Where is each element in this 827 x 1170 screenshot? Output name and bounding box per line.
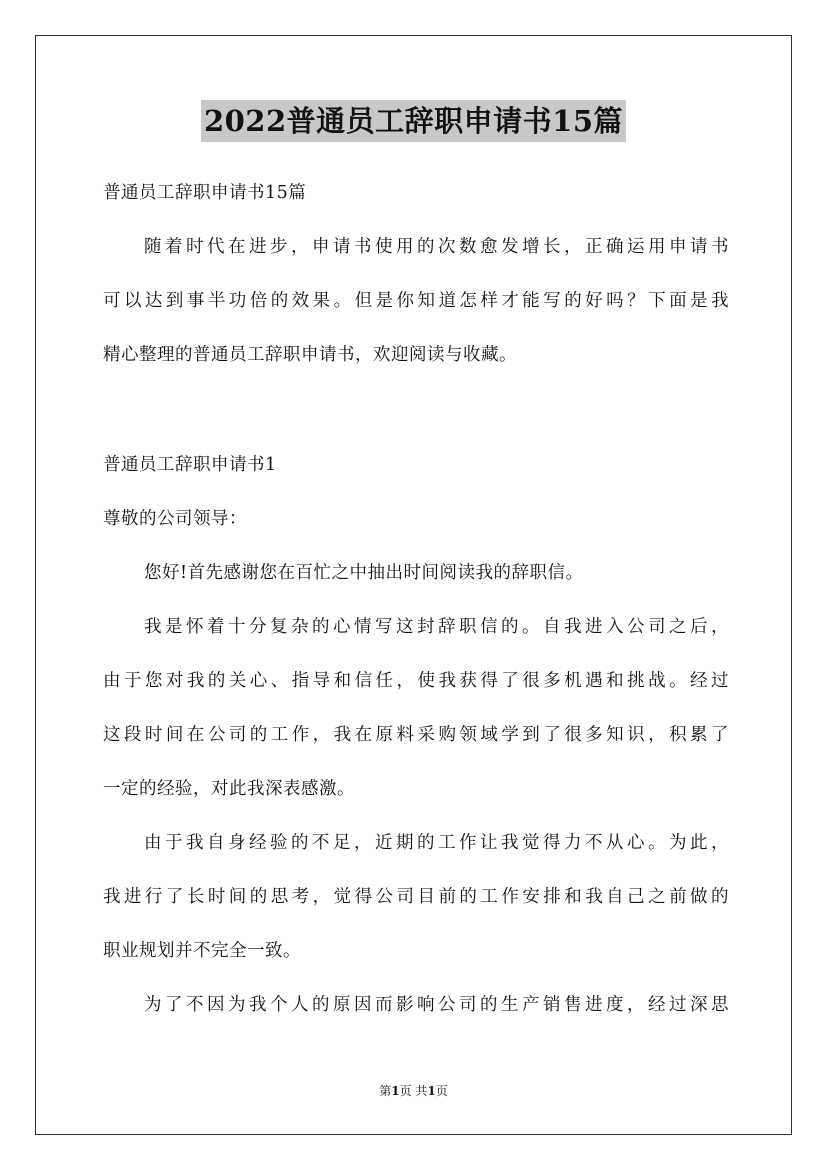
total-pages-number: 1 [427, 1084, 436, 1098]
paragraph-line: 您好!首先感谢您在百忙之中抽出时间阅读我的辞职信。 [144, 563, 584, 583]
intro-line: 可以达到事半功倍的效果。但是你知道怎样才能写的好吗？下面是我 [103, 291, 729, 311]
section-heading: 普通员工辞职申请书1 [103, 455, 277, 475]
intro-line: 精心整理的普通员工辞职申请书，欢迎阅读与收藏。 [103, 345, 517, 365]
page-prefix: 第 [379, 1084, 392, 1098]
paragraph-line: 职业规划并不完全一致。 [103, 941, 301, 961]
page-suffix: 页 [435, 1084, 448, 1098]
salutation: 尊敬的公司领导： [103, 509, 247, 529]
paragraph-line: 由于您对我的关心、指导和信任，使我获得了很多机遇和挑战。经过 [103, 671, 729, 691]
intro-line: 随着时代在进步，申请书使用的次数愈发增长，正确运用申请书 [144, 237, 729, 257]
paragraph-line: 我是怀着十分复杂的心情写这封辞职信的。自我进入公司之后， [144, 617, 729, 637]
paragraph-line: 一定的经验，对此我深表感激。 [103, 779, 355, 799]
page-footer [0, 1083, 827, 1099]
title-wrap [0, 100, 827, 142]
paragraph-line: 这段时间在公司的工作，我在原料采购领域学到了很多知识，积累了 [103, 725, 729, 745]
current-page-number: 1 [391, 1084, 400, 1098]
subtitle: 普通员工辞职申请书15篇 [103, 183, 307, 203]
document-title: 2022普通员工辞职申请书15篇 [201, 100, 626, 142]
paragraph-line: 为了不因为我个人的原因而影响公司的生产销售进度，经过深思 [144, 995, 729, 1015]
page-mid: 页 共 [399, 1084, 428, 1098]
paragraph-line: 我进行了长时间的思考，觉得公司目前的工作安排和我自己之前做的 [103, 887, 729, 907]
paragraph-line: 由于我自身经验的不足，近期的工作让我觉得力不从心。为此， [144, 833, 729, 853]
